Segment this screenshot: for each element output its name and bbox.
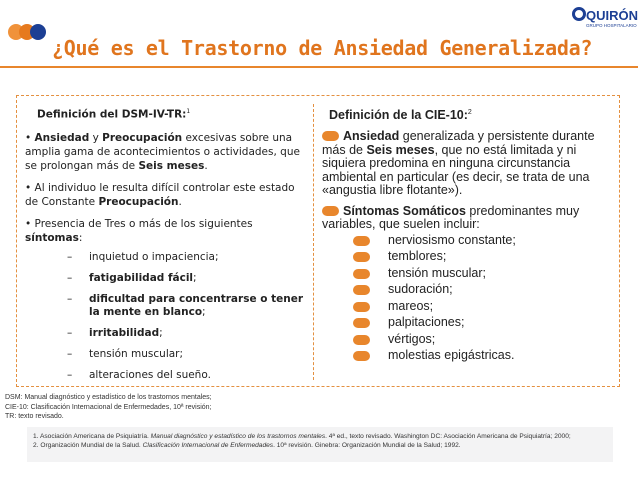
reference-2: 2. Organización Mundial de la Salud. Clasificación Internacional de Enfermedades. 10ª revisión. Ginebra: Organización Mundial de la Salud; 1992. — [33, 442, 461, 449]
orange-bullet-icon — [353, 285, 370, 295]
note-line: DSM: Manual diagnóstico y estadístico de los trastornos mentales; — [5, 394, 212, 401]
somatic-symptom-item: palpitaciones; — [322, 314, 617, 331]
orange-bullet-icon — [353, 236, 370, 246]
title-underline — [0, 66, 638, 68]
symptom-item: – fatigabilidad fácil; — [25, 272, 307, 285]
slide-title: ¿Qué es el Trastorno de Ansiedad Generalizada? — [52, 36, 593, 60]
symptom-item: – tensión muscular; — [25, 348, 307, 361]
symptom-item: – inquietud o impaciencia; — [25, 251, 307, 264]
column-divider — [313, 104, 314, 380]
blue-dot-icon — [30, 24, 46, 40]
dsm-criterion-2: • Al individuo le resulta difícil controlar este estado de Constante Preocupación. — [25, 181, 295, 208]
orange-bullet-icon — [322, 206, 339, 216]
orange-bullet-icon — [353, 335, 370, 345]
symptom-item: – alteraciones del sueño. — [25, 369, 307, 382]
orange-bullet-icon — [353, 318, 370, 328]
somatic-symptom-item: molestias epigástricas. — [322, 347, 617, 364]
orange-bullet-icon — [353, 252, 370, 262]
logo-subtitle: GRUPO HOSPITALARIO — [586, 23, 637, 28]
somatic-symptom-item: sudoración; — [322, 281, 617, 298]
somatic-symptom-item: vértigos; — [322, 331, 617, 348]
cie-definition-column — [322, 102, 617, 364]
abbreviation-notes — [5, 393, 305, 422]
orange-bullet-icon — [353, 351, 370, 361]
quiron-logo-icon — [572, 7, 586, 21]
somatic-symptom-item: mareos; — [322, 298, 617, 315]
somatic-symptom-item: tensión muscular; — [322, 265, 617, 282]
orange-bullet-icon — [353, 269, 370, 279]
cie-paragraph-1: Ansiedad generalizada y persistente durante más de Seis meses, que no está limitada y ni siquiera predomina en ninguna circunstancia ambiental en particular (es decir, se trata de una «angustia libre flotante»). — [322, 129, 595, 197]
dsm-heading: Definición del DSM-IV-TR:$^1$ — [37, 108, 191, 121]
symptom-item: – irritabilidad; — [25, 327, 307, 340]
orange-bullet-icon — [322, 131, 339, 141]
references-box — [27, 427, 613, 462]
dsm-definition-column — [25, 100, 307, 390]
note-line: CIE-10: Clasificación Internacional de Enfermedades, 10ª revisión; — [5, 403, 212, 411]
cie-paragraph-2: Síntomas Somáticos predominantes muy variables, que suelen incluir: — [322, 203, 580, 231]
reference-1: 1. Asociación Americana de Psiquiatría. Manual diagnóstico y estadístico de los trastornos mentales. 4ª ed., texto revisado. Washington DC: Asociación Americana de Psiquiatría; 2000; — [33, 433, 571, 440]
orange-bullet-icon — [353, 302, 370, 312]
cie-heading: Definición de la CIE-10:$^2$ — [329, 108, 472, 122]
symptom-item: – dificultad para concentrarse o tener la mente en blanco; — [25, 293, 307, 319]
logo-name: QUIRÓN — [586, 8, 638, 23]
dsm-criterion-3: • Presencia de Tres o más de los siguientes síntomas: — [25, 217, 253, 244]
somatic-symptom-item: temblores; — [322, 248, 617, 265]
dsm-criterion-1: • Ansiedad y Preocupación excesivas sobre una amplia gama de acontecimientos o actividades, que se prolongan más de Seis meses. — [25, 131, 300, 172]
note-line: TR: texto revisado. — [5, 413, 64, 420]
somatic-symptom-item: nerviosismo constante; — [322, 232, 617, 249]
quiron-logo — [572, 6, 638, 34]
